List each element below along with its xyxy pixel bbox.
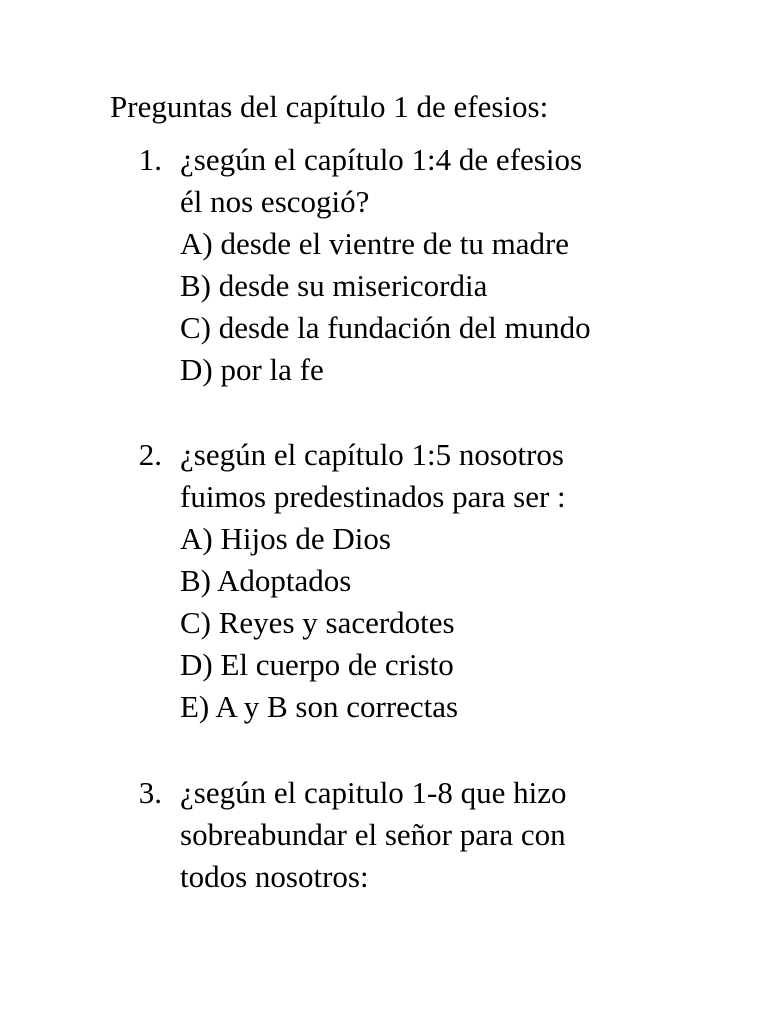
option-letter: B) <box>180 563 211 598</box>
option-letter: C) <box>180 605 211 640</box>
option-text: Adoptados <box>217 563 352 598</box>
option-letter: A) <box>180 226 213 261</box>
answer-option-d <box>180 349 324 391</box>
question-text-line: sobreabundar el señor para con <box>180 817 566 852</box>
answer-option-b <box>180 560 351 602</box>
option-letter: A) <box>180 521 213 556</box>
option-text: por la fe <box>220 352 324 387</box>
option-text: A y B son correctas <box>215 689 459 724</box>
question-text-line: ¿según el capitulo 1-8 que hizo <box>180 775 567 810</box>
option-text: Reyes y sacerdotes <box>218 605 455 640</box>
option-text: El cuerpo de cristo <box>220 647 454 682</box>
answer-option-d <box>180 644 454 686</box>
option-letter: D) <box>180 647 213 682</box>
answer-option-a <box>180 518 391 560</box>
question-text-line: él nos escogió? <box>180 184 370 219</box>
option-letter: B) <box>180 268 211 303</box>
answer-option-c <box>180 307 591 349</box>
option-letter: D) <box>180 352 213 387</box>
question-text-line: ¿según el capítulo 1:5 nosotros <box>180 437 564 472</box>
option-text: Hijos de Dios <box>220 521 391 556</box>
answer-option-c <box>180 602 455 644</box>
option-text: desde el vientre de tu madre <box>220 226 570 261</box>
question-text-line: ¿según el capítulo 1:4 de efesios <box>180 142 583 177</box>
question-text-line: todos nosotros: <box>180 859 369 894</box>
option-text: desde la fundación del mundo <box>218 310 591 345</box>
answer-option-b <box>180 265 487 307</box>
question-number: 3. <box>138 775 162 810</box>
option-letter: E) <box>180 689 210 724</box>
option-text: desde su misericordia <box>218 268 488 303</box>
question-text-line: fuimos predestinados para ser : <box>180 479 566 514</box>
option-letter: C) <box>180 310 211 345</box>
answer-option-a <box>180 223 569 265</box>
question-number: 2. <box>138 437 162 472</box>
question-number: 1. <box>138 142 162 177</box>
answer-option-e <box>180 686 458 728</box>
page-title: Preguntas del capítulo 1 de efesios: <box>110 89 549 124</box>
